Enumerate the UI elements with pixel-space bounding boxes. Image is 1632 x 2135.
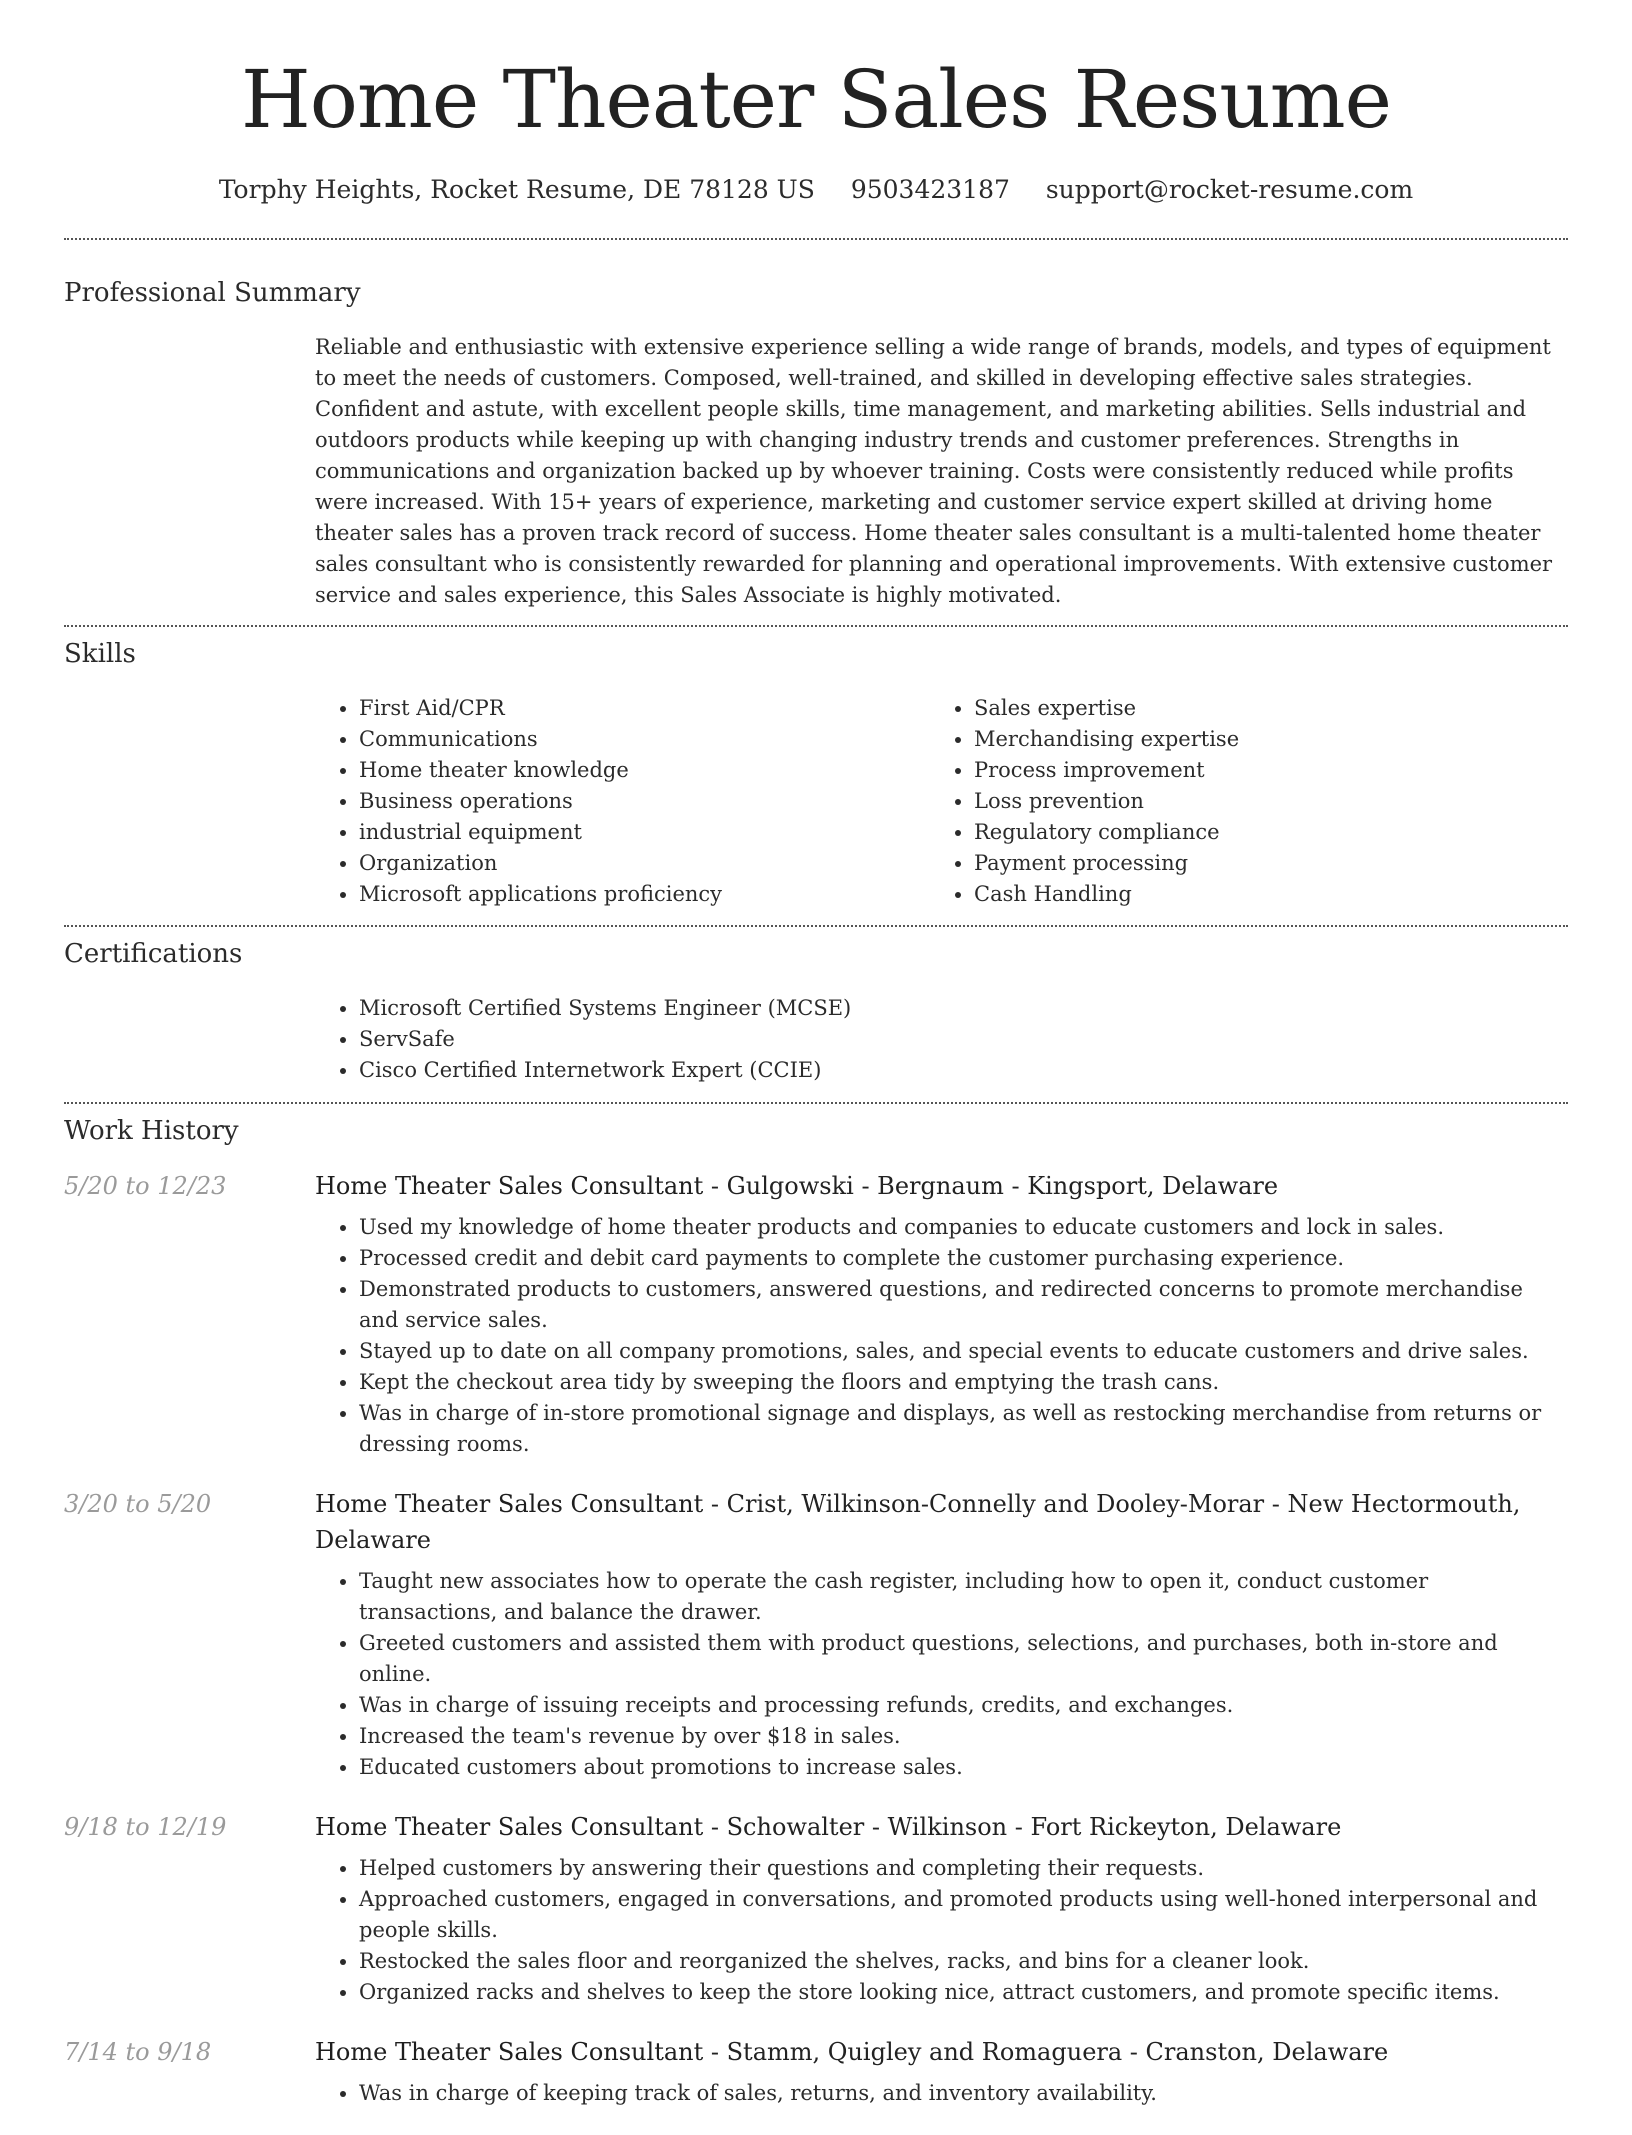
job-bullet: • Helped customers by answering their questions and completing their requests. <box>359 1853 1568 1884</box>
job-employer-location: - Schowalter - Wilkinson - Fort Rickeyton, Delaware <box>703 1813 1342 1841</box>
skill-item: • Home theater knowledge <box>359 755 930 786</box>
skill-item: • Regulatory compliance <box>974 817 1545 848</box>
job-employer-location: - Gulgowski - Bergnaum - Kingsport, Delaware <box>703 1172 1279 1200</box>
job-bullet: • Restocked the sales floor and reorganized the shelves, racks, and bins for a cleaner look. <box>359 1946 1568 1977</box>
job-employer-location: - Stamm, Quigley and Romaguera - Cranston, Delaware <box>703 2038 1389 2066</box>
skill-item: • Sales expertise <box>974 693 1545 724</box>
job-bullet: • Used my knowledge of home theater products and companies to educate customers and lock in sales. <box>359 1212 1568 1243</box>
job-bullet: • Greeted customers and assisted them with product questions, selections, and purchases, both in-store and online. <box>359 1628 1568 1690</box>
phone-text: 9503423187 <box>850 175 1010 204</box>
job-role: Home Theater Sales Consultant <box>315 1490 704 1518</box>
job-dates: 9/18 to 12/19 <box>64 1813 227 1841</box>
job-bullet: • Approached customers, engaged in conversations, and promoted products using well-honed interpersonal and people skills. <box>359 1884 1568 1946</box>
skill-item: • Payment processing <box>974 848 1545 879</box>
job-bullet: • Educated customers about promotions to increase sales. <box>359 1752 1568 1783</box>
job-bullet: • Kept the checkout area tidy by sweeping the floors and emptying the trash cans. <box>359 1367 1568 1398</box>
email-link[interactable]: support@rocket-resume.com <box>1045 175 1414 204</box>
section-heading: Skills <box>64 639 136 669</box>
job-employer-location: - Crist, Wilkinson-Connelly and Dooley-Morar - New Hectormouth, Delaware <box>315 1490 1521 1554</box>
skill-item: • industrial equipment <box>359 817 930 848</box>
skill-item: • Loss prevention <box>974 786 1545 817</box>
job-role: Home Theater Sales Consultant <box>315 2038 704 2066</box>
certification-item: • Cisco Certified Internetwork Expert (CCIE) <box>359 1055 1568 1086</box>
skill-item: • Process improvement <box>974 755 1545 786</box>
work-history-section <box>64 1104 1568 2109</box>
skills-left-column <box>315 693 930 910</box>
certifications-section <box>64 927 1568 1102</box>
job-dates: 7/14 to 9/18 <box>64 2038 212 2066</box>
job-dates: 5/20 to 12/23 <box>64 1172 227 1200</box>
job-bullet: • Demonstrated products to customers, answered questions, and redirected concerns to promote merchandise and service sales. <box>359 1274 1568 1336</box>
job-bullet: • Taught new associates how to operate the cash register, including how to open it, conduct customer transactions, and balance the drawer. <box>359 1566 1568 1628</box>
job-role: Home Theater Sales Consultant <box>315 1813 704 1841</box>
contact-line <box>64 175 1568 205</box>
job-entry <box>64 1168 1568 1460</box>
job-title <box>315 1486 1568 1558</box>
section-heading: Certifications <box>64 939 243 969</box>
skill-item: • Business operations <box>359 786 930 817</box>
job-bullet: • Organized racks and shelves to keep the store looking nice, attract customers, and promote specific items. <box>359 1977 1568 2008</box>
skill-item: • Cash Handling <box>974 879 1545 910</box>
job-bullet: • Was in charge of issuing receipts and processing refunds, credits, and exchanges. <box>359 1690 1568 1721</box>
job-dates: 3/20 to 5/20 <box>64 1490 212 1518</box>
resume-title: Home Theater Sales Resume <box>241 53 1391 146</box>
skill-item: • Microsoft applications proficiency <box>359 879 930 910</box>
section-heading: Professional Summary <box>64 278 361 308</box>
address-text: Torphy Heights, Rocket Resume, DE 78128 US <box>218 175 815 204</box>
job-title <box>315 1168 1568 1204</box>
summary-text: Reliable and enthusiastic with extensive experience selling a wide range of brands, models, and types of equipment to meet the needs of customers. Composed, well-trained, and skilled in developing effective sales strategies. Confident and astute, with excellent people skills, time management, and marketing abilities. Sells industrial and outdoors products while keeping up with changing industry trends and customer preferences. Strengths in communications and organization backed up by whoever training. Costs were consistently reduced while profits were increased. With 15+ years of experience, marketing and customer service expert skilled at driving home theater sales has a proven track record of success. Home theater sales consultant is a multi-talented home theater sales consultant who is consistently rewarded for planning and operational improvements. With extensive customer service and sales experience, this Sales Associate is highly motivated. <box>315 335 1553 607</box>
skills-section <box>64 627 1568 925</box>
certification-item: • Microsoft Certified Systems Engineer (MCSE) <box>359 993 1568 1024</box>
job-bullet: • Was in charge of keeping track of sales, returns, and inventory availability. <box>359 2078 1568 2109</box>
job-bullet: • Stayed up to date on all company promotions, sales, and special events to educate customers and drive sales. <box>359 1336 1568 1367</box>
job-entry <box>64 1486 1568 1783</box>
certification-item: • ServSafe <box>359 1024 1568 1055</box>
summary-section <box>64 240 1568 625</box>
skill-item: • First Aid/CPR <box>359 693 930 724</box>
job-bullet: • Was in charge of in-store promotional signage and displays, as well as restocking merchandise from returns or dressing rooms. <box>359 1398 1568 1460</box>
job-entry <box>64 1809 1568 2008</box>
resume-page <box>64 0 1568 2135</box>
job-role: Home Theater Sales Consultant <box>315 1172 704 1200</box>
job-bullet: • Processed credit and debit card payments to complete the customer purchasing experience. <box>359 1243 1568 1274</box>
skill-item: • Communications <box>359 724 930 755</box>
job-title <box>315 1809 1568 1845</box>
job-entry <box>64 2034 1568 2109</box>
skills-right-column <box>930 693 1545 910</box>
job-bullet: • Increased the team's revenue by over $18 in sales. <box>359 1721 1568 1752</box>
job-title <box>315 2034 1568 2070</box>
skill-item: • Merchandising expertise <box>974 724 1545 755</box>
section-heading: Work History <box>64 1116 239 1146</box>
skill-item: • Organization <box>359 848 930 879</box>
